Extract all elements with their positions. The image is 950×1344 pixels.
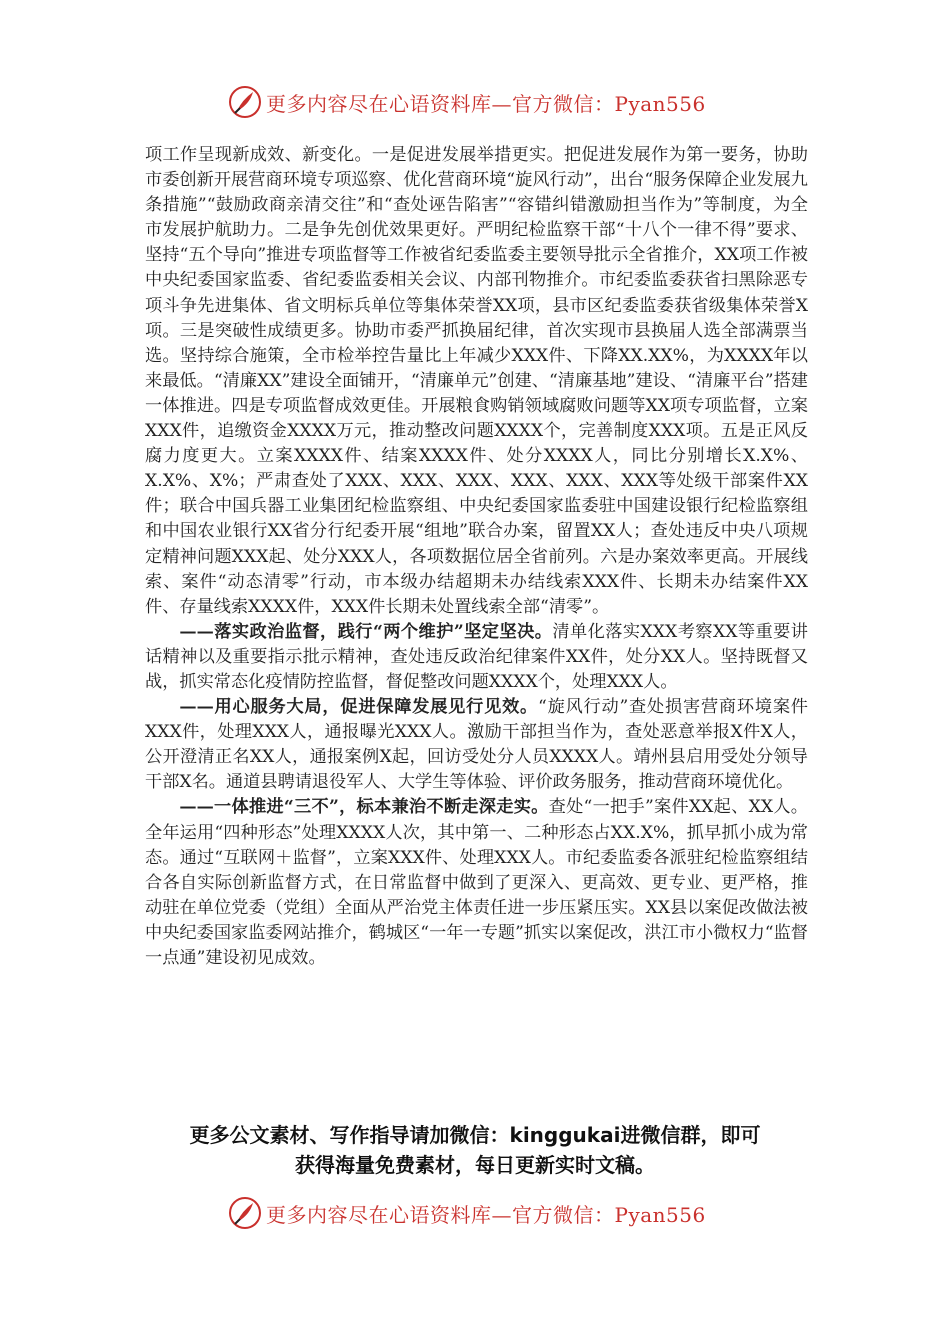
paragraph-heading: ——一体推进“三不”，标本兼治不断走深走实。 [179,797,549,818]
paragraph-heading: ——用心服务大局，促进保障发展见行见效。 [179,697,539,718]
watermark-text: 更多内容尽在心语资料库—官方微信：Pyan556 [266,91,706,116]
document-body [145,143,808,971]
promo-line-1: 更多公文素材、写作指导请加微信：kinggukai进微信群，即可 [189,1123,761,1147]
paragraph-heading: ——落实政治监督，践行“两个维护”坚定坚决。 [179,621,553,642]
paragraph-three-nos [145,795,808,971]
paragraph-text: 查处“一把手”案件XX起、XX人。全年运用“四种形态”处理XXXX人次，其中第一、二种形态占XX.X%，抓早抓小成为常态。通过“互联网＋监督”，立案XXX件、处理XXX人。市纪委监委各派驻纪检监察组结合各自实际创新监督方式，在日常监督中做到了更深入、更高效、更专业、更严格，推动驻在单位党委（党组）全面从严治党主体责任进一步压紧压实。XX县以案促改做法被中央纪委国家监委网站推介，鹤城区“一年一专题”抓实以案促改，洪江市小微权力“监督一点通”建设初见成效。 [145,797,808,968]
header-watermark [228,84,748,120]
paragraph-continuation: 项工作呈现新成效、新变化。一是促进发展举措更实。把促进发展作为第一要务，协助市委创新开展营商环境专项巡察、优化营商环境“旋风行动”，出台“服务保障企业发展九条措施”“鼓励政商亲清交往”和“查处诬告陷害”“容错纠错激励担当作为”等制度，为全市发展护航助力。二是争先创优效果更好。严明纪检监察干部“十八个一律不得”要求、坚持“五个导向”推进专项监督等工作被省纪委监委主要领导批示全省推介，XX项工作被中央纪委国家监委、省纪委监委相关会议、内部刊物推介。市纪委监委获省扫黑除恶专项斗争先进集体、省文明标兵单位等集体荣誉XX项，县市区纪委监委获省级集体荣誉X项。三是突破性成绩更多。协助市委严抓换届纪律，首次实现市县换届人选全部满票当选。坚持综合施策，全市检举控告量比上年减少XXX件、下降XX.XX%，为XXXX年以来最低。“清廉XX”建设全面铺开，“清廉单元”创建、“清廉基地”建设、“清廉平台”搭建一体推进。四是专项监督成效更佳。开展粮食购销领域腐败问题等XX项专项监督，立案XXX件，追缴资金XXXX万元，推动整改问题XXXX个，完善制度XXX项。五是正风反腐力度更大。立案XXXX件、结案XXXX件、处分XXXX人，同比分别增长X.X%、X.X%、X%；严肃查处了XXX、XXX、XXX、XXX、XXX、XXX等处级干部案件XX件；联合中国兵器工业集团纪检监察组、中央纪委国家监委驻中国建设银行纪检监察组和中国农业银行XX省分行纪委开展“组地”联合办案，留置XX人；查处违反中央八项规定精神问题XXX起、处分XXX人，各项数据位居全省前列。六是办案效率更高。开展线索、案件“动态清零”行动，市本级办结超期未办结线索XXX件、长期未办结案件XX件、存量线索XXXX件，XXX件长期未处置线索全部“清零”。 [145,145,808,617]
quill-pen-logo-icon [228,85,262,119]
watermark-text: 更多内容尽在心语资料库—官方微信：Pyan556 [266,1202,706,1227]
footer-watermark [228,1195,748,1231]
paragraph-political-supervision [145,620,808,695]
promo-notice [0,1120,950,1180]
paragraph-text: 清单化落实XXX考察XX等重要讲话精神以及重要指示批示精神，查处违反政治纪律案件XX件，处分XX人。坚持既督又战，抓实常态化疫情防控监督，督促整改问题XXXX个，处理XXX人。 [145,621,808,692]
quill-pen-logo-icon [228,1196,262,1230]
paragraph-serve-overall [145,695,808,795]
promo-line-2: 获得海量免费素材，每日更新实时文稿。 [295,1153,655,1177]
paragraph-text: “旋风行动”查处损害营商环境案件XXX件，处理XXX人，通报曝光XXX人。激励干部担当作为，查处恶意举报X件X人，公开澄清正名XX人，通报案例X起，回访受处分人员XXXX人。靖州县启用受处分领导干部X名。通道县聘请退役军人、大学生等体验、评价政务服务，推动营商环境优化。 [145,697,808,793]
